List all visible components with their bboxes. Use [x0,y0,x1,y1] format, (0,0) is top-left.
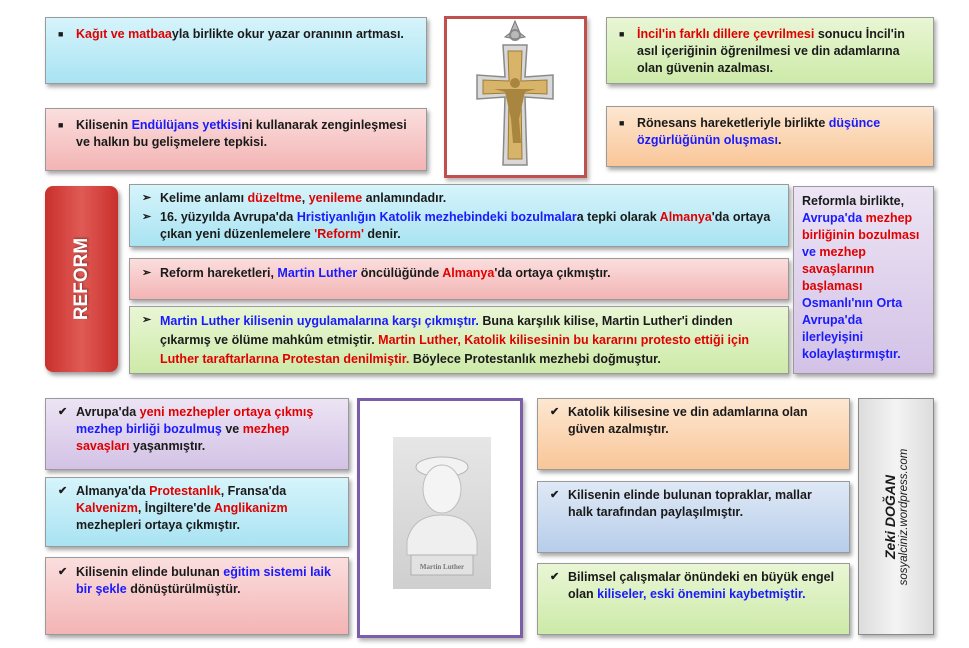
arrow-bullet-icon: ➢ [142,314,152,326]
arrow-bullet-icon: ➢ [142,211,152,223]
crucifix-pendant-icon [447,19,584,175]
text-segment: Almanya [659,210,712,224]
text-segment: Almanya'da [76,484,150,498]
author-name: Zeki DOĞAN [882,474,898,559]
check-bullet-icon: ✔ [58,485,68,497]
arrow-bullet-icon: ➢ [142,192,152,204]
protestant-origin-text [160,312,778,369]
cause-bible-translation-box [606,17,934,84]
arrow-bullet-icon: ➢ [142,267,152,279]
check-bullet-icon: ✔ [550,571,560,583]
cross-image-frame [444,16,587,178]
square-bullet-icon: ■ [619,29,625,39]
text-segment: düzeltme [247,191,302,205]
text-segment: eğitim sistemi laik bir şekle [76,565,331,596]
result-trust-box [537,398,850,470]
text-segment: Protestanlık [149,484,221,498]
cause-printing-text [76,26,416,43]
cause-bible-item [619,26,923,77]
result-lands-text [568,487,839,521]
result-sects-list-item [58,483,338,534]
result-lands-box [537,481,850,553]
definition-text-2 [160,209,778,243]
text-segment: Endülüjans yetkisi [131,118,242,132]
result-sects-list-box [45,477,349,547]
text-segment: mezhep savaşları [76,422,290,453]
text-segment: mezhep savaşlarının başlaması [802,245,875,293]
text-segment: yaşanmıştır. [129,439,206,453]
definition-item-1 [142,190,778,207]
square-bullet-icon: ■ [58,120,64,130]
protestant-origin-box [129,306,789,374]
cause-bible-text [637,26,923,77]
luther-leader-item [142,265,778,282]
author-site: sosyalciniz.wordpress.com [898,448,910,585]
text-segment: ni kullanarak zenginleşmesi ve halkın bu gelişmelere tepkisi. [76,118,407,149]
text-segment: Kilisenin elinde bulunan [76,565,224,579]
check-bullet-icon: ✔ [550,489,560,501]
definition-item-2 [142,209,778,243]
author-credit [882,448,910,585]
text-segment: Kağıt ve matbaa [76,27,172,41]
reform-banner [45,186,118,372]
author-box [858,398,934,635]
text-segment: ve [802,245,820,259]
text-segment: dönüştürülmüştür. [126,582,241,596]
result-new-sects-text [76,404,338,455]
text-segment: mezhepleri ortaya çıkmıştır. [76,518,240,532]
text-segment: Kalvenizm [76,501,138,515]
luther-leader-text [160,265,778,282]
text-segment: Buna karşılık kilise, Martin Luther'i dinden çıkarmış ve ölüme mahkûm etmiştir. [160,314,733,347]
result-trust-item [550,404,839,438]
text-segment: Reform hareketleri, [160,266,278,280]
check-bullet-icon: ✔ [58,406,68,418]
text-segment: sonucu İncil'in asıl içeriğinin öğrenilmesi ve din adamlarına olan güvenin azalması. [637,27,905,75]
ottoman-note-box [793,186,934,374]
result-science-text [568,569,839,603]
text-segment: Anglikanizm [213,501,288,515]
text-segment: Avrupa'da [76,405,140,419]
text-segment: . [777,133,782,147]
text-segment: düşünce özgürlüğünün oluşması [637,116,881,147]
text-segment: öncülüğünde [357,266,443,280]
result-new-sects-item [58,404,338,455]
text-segment: Almanya [442,266,495,280]
text-segment: Martin Luther kilisenin uygulamalarına karşı çıkmıştır. [160,314,479,328]
cause-indulgence-box [45,108,427,171]
text-segment: Rönesans hareketleriyle birlikte [637,116,829,130]
text-segment: Böylece Protestanlık mezhebi doğmuştur. [409,352,661,366]
luther-bust-frame [357,398,523,638]
text-segment: , İngiltere'de [137,501,214,515]
text-segment: , Fransa'da [220,484,287,498]
text-segment: Martin Luther, Katolik kilisesinin bu kararını protesto ettiği için Luther taraftarlarına Protestan denilmiştir. [160,333,750,366]
definition-text-1 [160,190,778,207]
result-science-box [537,563,850,635]
text-segment: 'Reform' [314,227,364,241]
text-segment: Kilisenin [76,118,132,132]
result-lands-item [550,487,839,521]
square-bullet-icon: ■ [58,29,64,39]
text-segment: mezhep birliği bozulmuş [76,422,222,436]
text-segment: Avrupa'da [802,211,866,225]
text-segment: Osmanlı'nın Orta Avrupa'da ilerleyişini kolaylaştırmıştır. [802,296,903,361]
text-segment: , [301,191,309,205]
result-science-item [550,569,839,603]
text-segment: 'da ortaya çıkan yeni düzenlemelere [160,210,771,241]
text-segment: Bilimsel çalışmalar önündeki en büyük engel olan [568,570,835,601]
text-segment: İncil'in farklı dillere çevrilmesi [637,27,815,41]
text-segment: 'da ortaya çıkmıştır. [494,266,611,280]
text-segment: yenileme [308,191,363,205]
text-segment: Kelime anlamı [160,191,248,205]
protestant-origin-item [142,312,778,369]
bust-statue-icon [393,437,491,589]
text-segment: denir. [363,227,401,241]
luther-leader-box [129,258,789,300]
check-bullet-icon: ✔ [550,406,560,418]
text-segment: Katolik kilisesine ve din adamlarına olan güven azalmıştır. [568,405,808,436]
result-education-item [58,564,338,598]
result-education-text [76,564,338,598]
text-segment: 16. yüzyılda Avrupa'da [160,210,297,224]
result-sects-list-text [76,483,338,534]
text-segment: mezhep birliğinin bozulması [802,211,920,242]
cause-renaissance-item [619,115,923,149]
text-segment: a tepki olarak [576,210,660,224]
result-trust-text [568,404,839,438]
cause-indulgence-text [76,117,416,151]
text-segment: Kilisenin elinde bulunan topraklar, mallar halk tarafından paylaşılmıştır. [568,488,812,519]
definition-box [129,184,789,247]
text-segment: yla birlikte okur yazar oranının artması. [171,27,404,41]
text-segment: kiliseler, eski önemini kaybetmiştir. [597,587,806,601]
text-segment: yeni mezhepler ortaya çıkmış [139,405,314,419]
cause-printing-item [58,26,416,43]
result-education-box [45,557,349,635]
text-segment: ve [221,422,243,436]
reform-label: REFORM [70,237,92,321]
text-segment: Hristiyanlığın Katolik mezhebindeki bozulmalar [296,210,577,224]
ottoman-note-text [802,194,919,361]
cause-indulgence-item [58,117,416,151]
check-bullet-icon: ✔ [58,566,68,578]
cause-printing-box [45,17,427,84]
text-segment: anlamındadır. [362,191,447,205]
result-new-sects-box [45,398,349,470]
luther-bust-image [393,437,491,589]
cause-renaissance-text [637,115,923,149]
bust-caption: Martin Luther [419,563,465,571]
text-segment: Martin Luther [277,266,358,280]
text-segment: Reformla birlikte, [802,194,905,208]
cause-renaissance-box [606,106,934,167]
square-bullet-icon: ■ [619,118,625,128]
